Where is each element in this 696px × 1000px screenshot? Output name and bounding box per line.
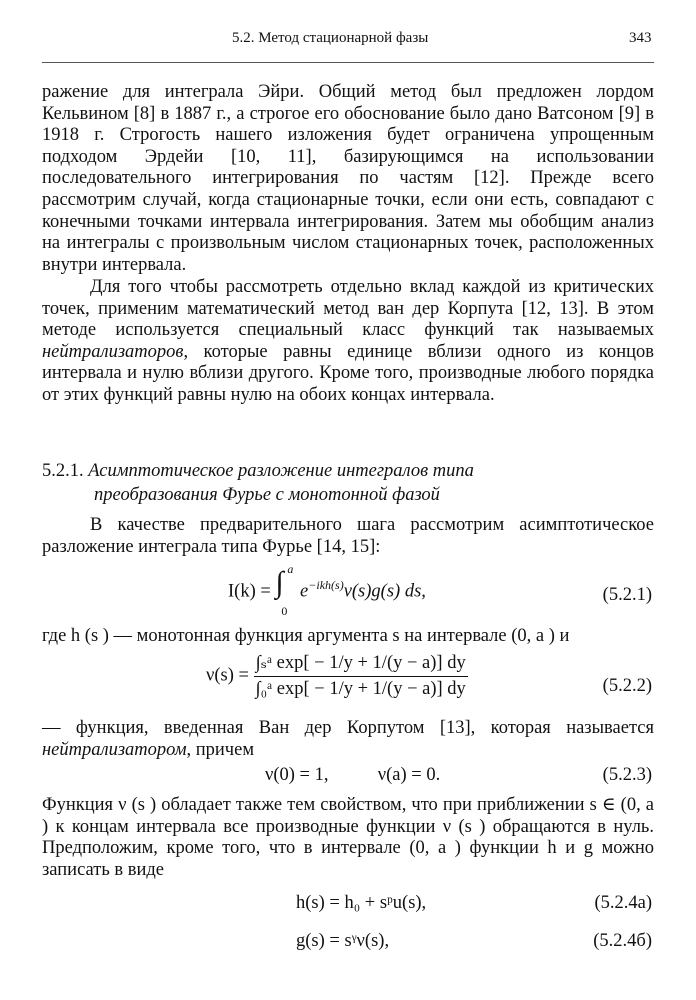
eq1-rest: ν(s)g(s) ds, [343, 581, 426, 602]
integral-sign: ∫ a 0 [275, 562, 294, 618]
fraction-bar [254, 676, 468, 677]
eq1-integrand: e [300, 581, 309, 602]
eq2-label: (5.2.2) [602, 676, 652, 696]
equation-5-2-4b: g(s) = sᵞν(s), [296, 931, 390, 951]
section-title-line2: преобразования Фурье с монотонной фазой [94, 485, 440, 505]
eq1-lower-limit: 0 [281, 604, 288, 618]
equation-5-2-1 [228, 562, 426, 618]
eq2-fraction [254, 652, 468, 700]
eq1-exponent: −ikh(s) [308, 578, 344, 593]
paragraph-4: где h (s ) — монотонная функция аргумента s на интервале (0, a ) и [42, 626, 570, 646]
paragraph-1: ражение для интеграла Эйри. Общий метод был предложен лордом Кельвином [8] в 1887 г., а строгое его обоснование было дано Ватсоном [9] в 1918 г. Строгость нашего изложения будет ограничена упрощенным подходом Эрдейи [10, 11], базирующимся на использовании последовательного интегрирования по частям [12]. Прежде всего рассмотрим случай, когда стационарные точки, если они есть, совпадают с конечными точками интервала интегрирования. Затем мы обобщим анализ на интегралы с произвольным числом стационарных точек, расположенных внутри интервала. [42, 82, 654, 275]
section-number: 5.2.1. [42, 461, 84, 481]
paragraph-2-text-b: , которые равны единице вблизи одного из концов интервала и нулю вблизи другого. Кроме того, производные любого порядка от этих функций равны нулю на обоих концах интервала. [42, 341, 654, 405]
section-heading [42, 459, 654, 507]
section-title-line1: Асимптотическое разложение интегралов типа [88, 461, 474, 481]
paragraph-2-emphasis: нейтрализаторов [42, 341, 184, 362]
paragraph-6: Функция ν (s ) обладает также тем свойством, что при приближении s ∈ (0, a ) к концам интервала все производные функции ν (s ) обращаются в нуль. Предположим, кроме того, что в интервале (0, a ) функции h и g можно записать в виде [42, 795, 654, 880]
eq4b-label: (5.2.4б) [593, 931, 652, 951]
paragraph-5-text-a: — функция, введенная Ван дер Корпутом [13], которая называется [42, 718, 654, 738]
equation-5-2-2 [206, 652, 468, 700]
paragraph-2-text-a: Для того чтобы рассмотреть отдельно вклад каждой из критических точек, применим математический метод ван дер Корпута [12, 13]. В этом методе используется специальный класс функций так называемых [42, 277, 654, 341]
paragraph-5-text-b: , причем [186, 739, 255, 760]
eq1-lhs: I(k) = [228, 581, 271, 602]
eq2-lhs: ν(s) = [206, 665, 249, 686]
running-header: 5.2. Метод стационарной фазы [232, 30, 429, 46]
eq1-label: (5.2.1) [602, 585, 652, 605]
equation-5-2-3 [265, 765, 440, 786]
header-rule [42, 62, 654, 63]
eq2-denominator: ∫₀ᵃ exp[ − 1/y + 1/(y − a)] dy [255, 679, 466, 699]
page-number: 343 [629, 30, 652, 46]
eq3-left: ν(0) = 1, [265, 765, 329, 785]
equation-5-2-4a: h(s) = h₀ + sᵖu(s), [296, 893, 427, 913]
eq1-upper-limit: a [287, 562, 294, 576]
eq2-numerator: ∫ₛᵃ exp[ − 1/y + 1/(y − a)] dy [255, 653, 466, 673]
eq3-right: ν(a) = 0. [377, 765, 441, 785]
paragraph-2 [42, 277, 654, 407]
eq4a-label: (5.2.4а) [594, 893, 652, 913]
paragraph-5 [42, 718, 654, 761]
eq3-label: (5.2.3) [602, 765, 652, 785]
paragraph-3: В качестве предварительного шага рассмотрим асимптотическое разложение интеграла типа Фурье [14, 15]: [42, 515, 654, 557]
paragraph-5-emphasis: нейтрализатором [42, 739, 187, 760]
